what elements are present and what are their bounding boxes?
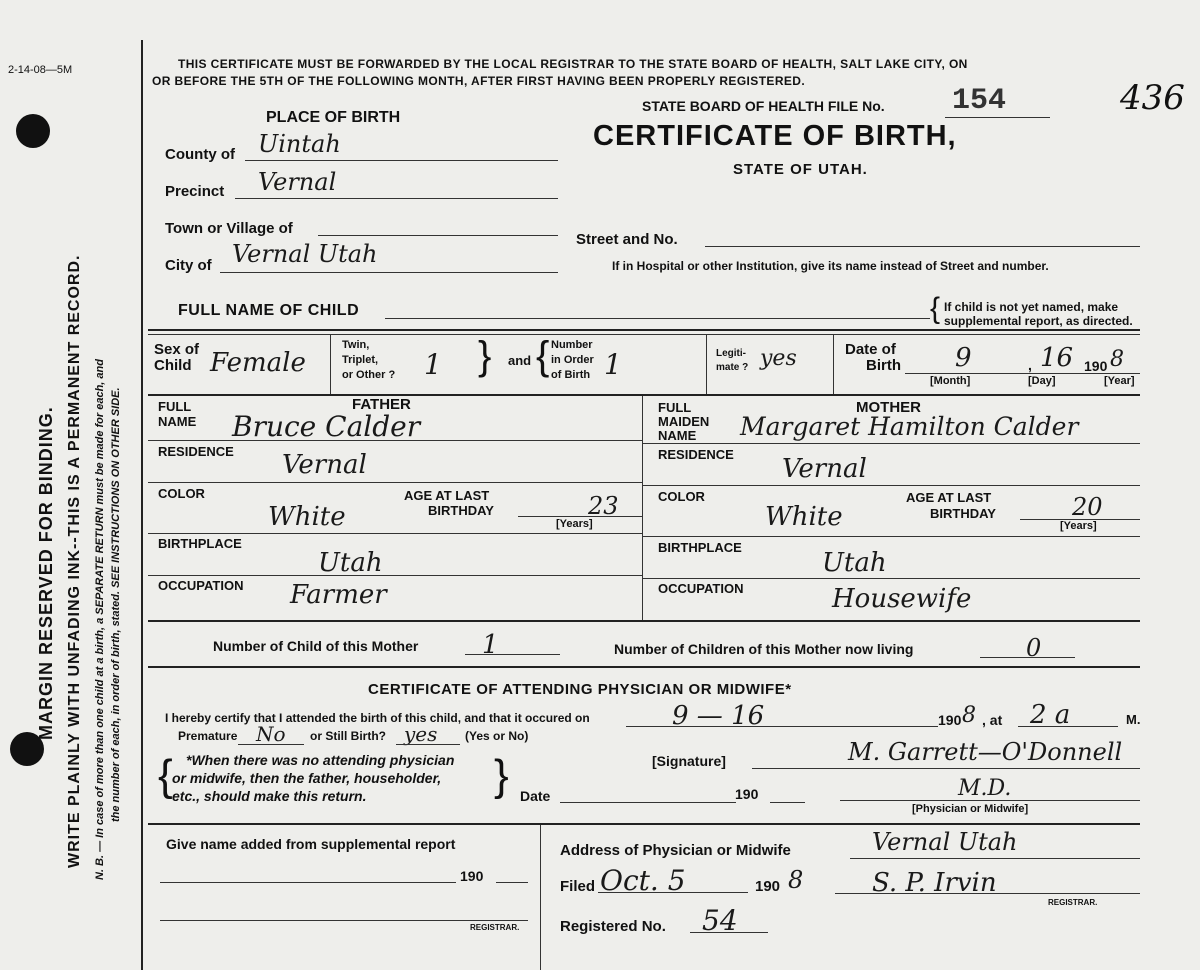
mother-occupation: Housewife bbox=[832, 584, 972, 614]
order-value: 1 bbox=[604, 348, 622, 381]
city-value: Vernal Utah bbox=[232, 240, 378, 268]
binding-hole-top bbox=[16, 114, 50, 148]
form-code: 2-14-08—5M bbox=[8, 64, 73, 76]
header-notice-1: THIS CERTIFICATE MUST BE FORWARDED BY THE LOCAL REGISTRAR TO THE STATE BOARD OF HEALTH, SALT LAKE CITY, ON bbox=[178, 57, 968, 71]
living-label: Number of Children of this Mother now living bbox=[614, 641, 914, 657]
margin-border bbox=[141, 40, 143, 970]
filed-year: 8 bbox=[788, 866, 804, 894]
name-note-1: If child is not yet named, make bbox=[944, 300, 1119, 314]
name-note-2: supplemental report, as directed. bbox=[944, 314, 1133, 328]
mother-color: White bbox=[765, 502, 843, 532]
twin-value: 1 bbox=[424, 348, 442, 381]
certify-text: I hereby certify that I attended the birth of this child, and that it occured on bbox=[165, 711, 590, 725]
physician-md: M.D. bbox=[958, 776, 1012, 801]
stray-number: 436 bbox=[1120, 78, 1185, 118]
mother-heading: MOTHER bbox=[856, 399, 921, 416]
father-heading: FATHER bbox=[352, 396, 411, 413]
occurred-date: 9 — 16 bbox=[672, 701, 765, 731]
margin-binding-text: MARGIN RESERVED FOR BINDING. bbox=[36, 406, 56, 740]
premature-value: No bbox=[256, 722, 286, 746]
physician-heading: CERTIFICATE OF ATTENDING PHYSICIAN OR MIDWIFE* bbox=[368, 681, 792, 698]
sex-label-2: Child bbox=[154, 357, 192, 374]
precinct-value: Vernal bbox=[258, 168, 337, 196]
physician-note-2: or midwife, then the father, householder, bbox=[172, 770, 442, 786]
city-label: City of bbox=[165, 257, 212, 274]
mother-name: Margaret Hamilton Calder bbox=[740, 412, 1079, 441]
legit-value: yes bbox=[760, 346, 797, 371]
street-label: Street and No. bbox=[576, 231, 678, 248]
filed-date: Oct. 5 bbox=[600, 864, 686, 897]
birth-certificate: 2-14-08—5M MARGIN RESERVED FOR BINDING. WRITE PLAINLY WITH UNFADING INK--THIS IS A PERMANENT RECORD. N. B. — In case of more than one child at a birth, a SEPARATE RETURN must be made for each, and the number of each, in order of birth, stated. SEE INSTRUCTIONS ON OTHER SIDE. THIS CERTIFICATE MUST BE FORWARDED BY THE LOCAL REGISTRAR TO THE STATE BOARD OF HEALTH, SALT LAKE CITY, ON OR BEFORE THE 5TH OF THE FOLLOWING MONTH, AFTER FIRST HAVING BEEN PROPERLY REGISTERED. 436 STATE BOARD OF HEALTH FILE No. 154 CERTIFICATE OF BIRTH, STATE OF UTAH. PLACE OF BIRTH County of Uintah Precinct Vernal Town or Village of City of Vernal Utah Street and No. If in Hospital or other Institution, give its name instead of Street and number. FULL NAME OF CHILD { If child is not yet named, make supplemental report, as directed. Sex of Child Female Twin, Triplet, or Other ? 1 } and { Number in Order of Birth 1 Legiti- mate ? yes Date of Birth 9 , 16 190 8 [Month] [Day] [Year] FATHER FULL NAME Bruce Calder RESIDENCE Vernal COLOR White AGE AT LAST BIRTHDAY 23 [Years] BIRTHPLACE Utah OCCUPATION Farmer MOTHER FULL MAIDEN NAME Margaret Hamilton Calder RESIDENCE Vernal COLOR White AGE AT LAST BIRTHDAY 20 [Years] BIRTHPLACE Utah OCCUPATION Housewife Number of Child of this Mother 1 Number of Children of this Mother now living 0 CERTIFICATE OF ATTENDING PHYSICIAN OR MIDWIFE* I hereby certify that I attended the birth of this child, and that it occured on 9 — 16 190 8 , at 2 a M. Premature No or Still Birth? yes (Yes or No) { *When there was no attending physician or midwife, then the father, householder, etc., should make this return. } [Signature] M. Garrett—O'Donnell Date 190 M.D. [Physician or Midwife] Give name added from supplemental report 190 REGISTRAR. Address of Physician or Midwife Vernal Utah Filed Oct. 5 190 8 S. P. Irvin REGISTRAR. Registered No. 54 bbox=[0, 0, 1200, 970]
father-birthplace: Utah bbox=[318, 548, 383, 578]
dob-month: 9 bbox=[955, 343, 972, 373]
mother-birthplace: Utah bbox=[822, 548, 887, 578]
supplemental-label: Give name added from supplemental report bbox=[166, 836, 456, 852]
mother-residence: Vernal bbox=[782, 454, 867, 484]
margin-note-2: the number of each, in order of birth, stated. SEE INSTRUCTIONS ON OTHER SIDE. bbox=[110, 387, 122, 822]
mother-age: 20 bbox=[1072, 493, 1103, 521]
physician-address: Vernal Utah bbox=[872, 828, 1018, 856]
county-value: Uintah bbox=[258, 130, 341, 158]
margin-ink-text: WRITE PLAINLY WITH UNFADING INK--THIS IS A PERMANENT RECORD. bbox=[66, 254, 83, 868]
certificate-title: CERTIFICATE OF BIRTH, bbox=[593, 120, 957, 152]
dob-year: 8 bbox=[1110, 347, 1124, 372]
living-value: 0 bbox=[1026, 634, 1042, 662]
physician-note-1: *When there was no attending physician bbox=[186, 752, 455, 768]
father-age: 23 bbox=[588, 492, 619, 520]
registered-no: 54 bbox=[702, 904, 738, 937]
father-color: White bbox=[268, 502, 346, 532]
hospital-note: If in Hospital or other Institution, give its name instead of Street and number. bbox=[612, 259, 1049, 273]
child-number-label: Number of Child of this Mother bbox=[213, 638, 419, 654]
child-number-value: 1 bbox=[482, 630, 499, 660]
precinct-label: Precinct bbox=[165, 183, 225, 200]
registrar-signature: S. P. Irvin bbox=[872, 868, 997, 898]
physician-note-3: etc., should make this return. bbox=[172, 788, 367, 804]
file-no-label: STATE BOARD OF HEALTH FILE No. bbox=[642, 98, 885, 114]
stillbirth-value: yes bbox=[404, 722, 438, 746]
county-label: County of bbox=[165, 146, 235, 163]
father-occupation: Farmer bbox=[290, 580, 387, 610]
margin-note-1: N. B. — In case of more than one child at a birth, a SEPARATE RETURN must be made for each, and bbox=[94, 359, 106, 880]
father-name: Bruce Calder bbox=[232, 410, 421, 443]
occurred-year: 8 bbox=[962, 703, 976, 728]
dob-day: 16 bbox=[1040, 343, 1074, 373]
sex-label-1: Sex of bbox=[154, 341, 200, 358]
place-heading: PLACE OF BIRTH bbox=[266, 109, 401, 126]
header-notice-2: OR BEFORE THE 5TH OF THE FOLLOWING MONTH, AFTER FIRST HAVING BEEN PROPERLY REGISTERED. bbox=[152, 74, 806, 88]
sex-value: Female bbox=[210, 348, 306, 378]
file-no: 154 bbox=[952, 84, 1007, 118]
child-name-label: FULL NAME OF CHILD bbox=[178, 302, 360, 319]
physician-signature: M. Garrett—O'Donnell bbox=[848, 738, 1123, 766]
state-title: STATE OF UTAH. bbox=[733, 161, 868, 178]
father-residence: Vernal bbox=[282, 450, 367, 480]
occurred-time: 2 a bbox=[1030, 700, 1071, 730]
town-label: Town or Village of bbox=[165, 220, 293, 237]
